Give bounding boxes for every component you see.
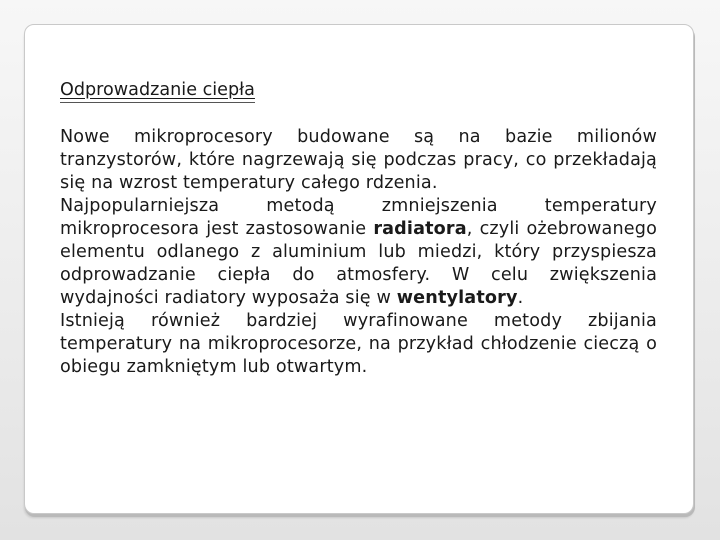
slide-content [60, 79, 657, 379]
fan-term: wentylatory [396, 288, 518, 308]
radiator-term: radiatora [373, 219, 467, 239]
paragraph-intro: Nowe mikroprocesory budowane są na bazie milionów tranzystorów, które nagrzewają się podczas pracy, co przekładają się na wzrost temperatury całego rdzenia. [60, 127, 657, 193]
slide-heading: Odprowadzanie ciepła [60, 79, 255, 103]
paragraph-radiator-text-2: , czyli ożebrowanego elementu odlanego z aluminium lub miedzi, który przyspiesza odprowadzanie ciepła do atmosfery. W celu zwiększenia wydajności radiatory wyposaża się w [60, 219, 657, 308]
paragraph-radiator [60, 195, 657, 310]
paragraph-radiator-text-3: . [517, 288, 524, 308]
paragraph-radiator-text-1: Najpopularniejsza metodą zmniejszenia temperatury mikroprocesora jest zastosowanie [60, 196, 657, 239]
slide-card [24, 24, 694, 514]
paragraph-liquid-cooling: Istnieją również bardziej wyrafinowane metody zbijania temperatury na mikroprocesorze, na przykład chłodzenie cieczą o obiegu zamkniętym lub otwartym. [60, 311, 657, 377]
